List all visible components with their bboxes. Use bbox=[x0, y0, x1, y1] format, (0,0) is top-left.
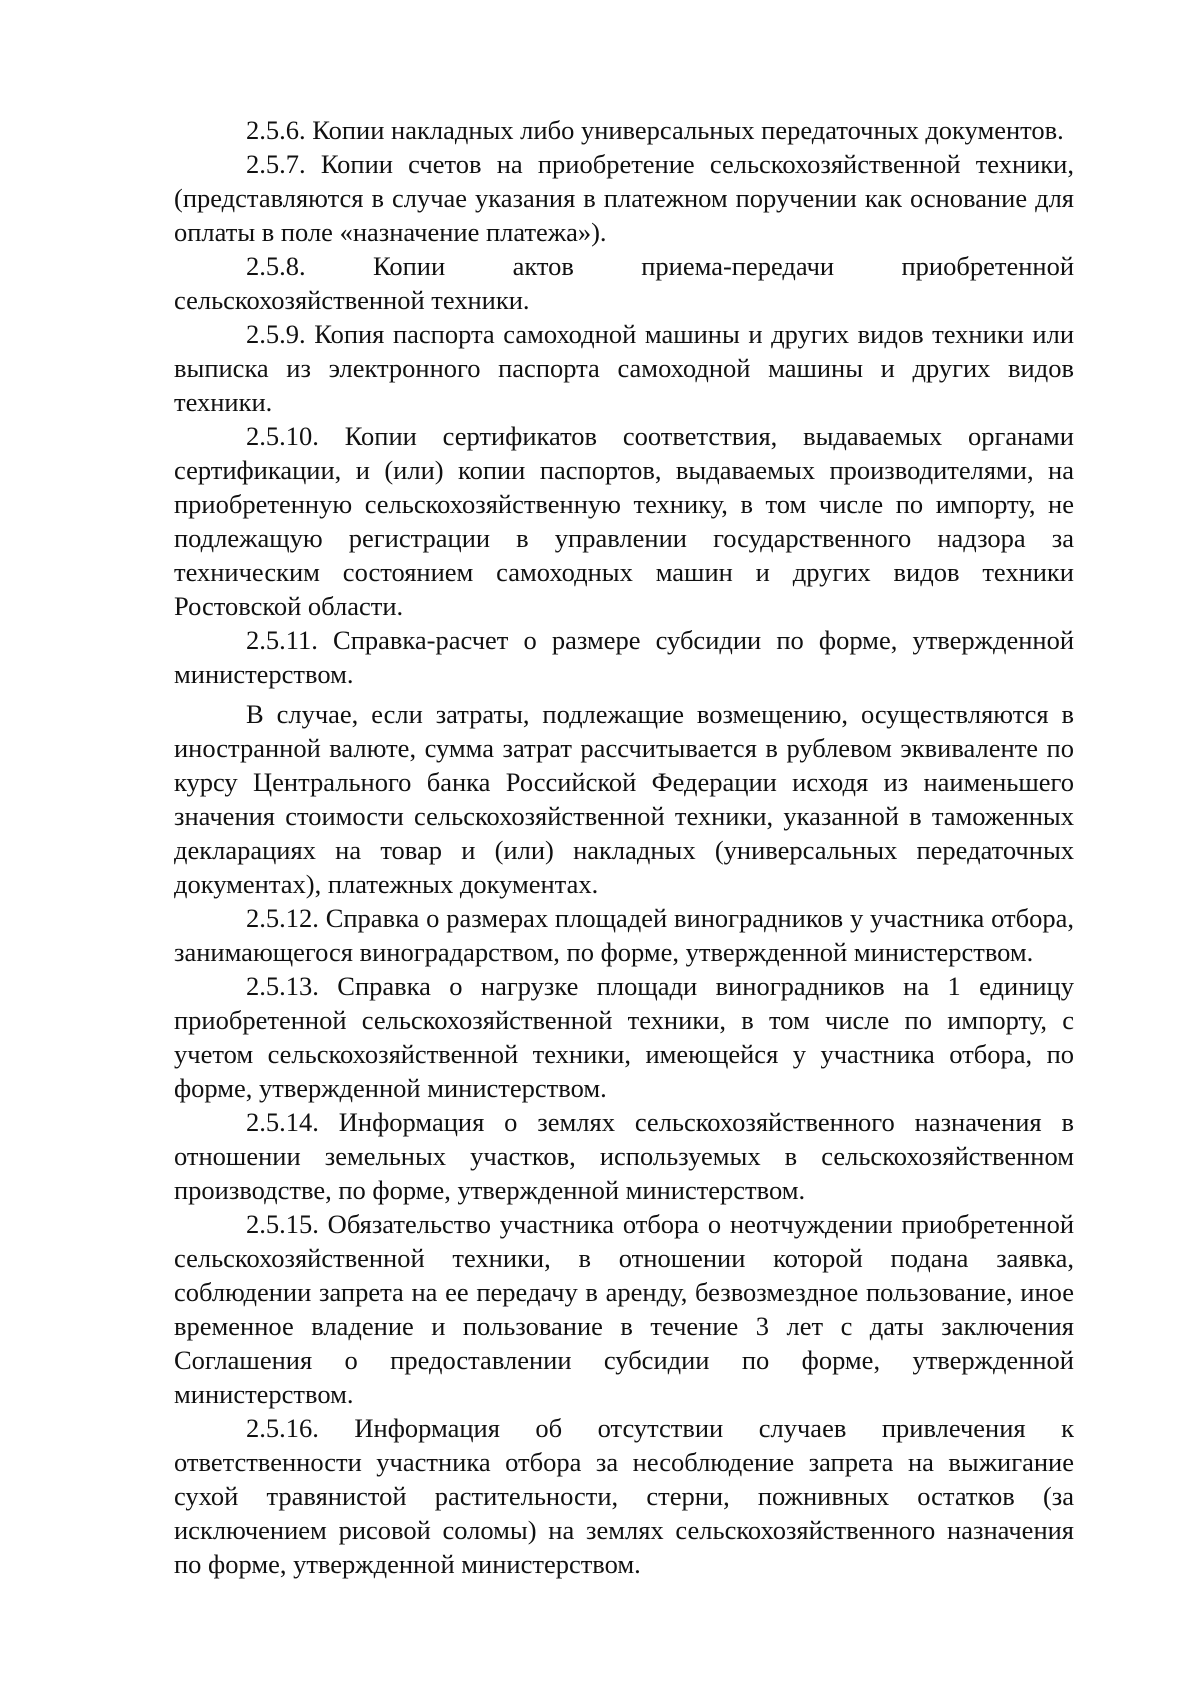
paragraph-2-5-12: 2.5.12. Справка о размерах площадей виноградников у участника отбора, занимающегося виноградарством, по форме, утвержденной министерством. bbox=[174, 903, 1074, 967]
paragraph-2-5-10: 2.5.10. Копии сертификатов соответствия, выдаваемых органами сертификации, и (или) копии паспортов, выдаваемых производителями, на приобретенную сельскохозяйственную технику, в том числе по импорту, не подлежащую регистрации в управлении государственного надзора за техническим состоянием самоходных машин и других видов техники Ростовской области. bbox=[174, 421, 1074, 621]
paragraph-2-5-7: 2.5.7. Копии счетов на приобретение сельскохозяйственной техники, (представляются в случае указания в платежном поручении как основание для оплаты в поле «назначение платежа»). bbox=[174, 149, 1074, 247]
paragraph-2-5-8: 2.5.8. Копии актов приема-передачи приобретенной сельскохозяйственной техники. bbox=[174, 251, 1074, 315]
paragraph-2-5-13: 2.5.13. Справка о нагрузке площади виноградников на 1 единицу приобретенной сельскохозяйственной техники, в том числе по импорту, с учетом сельскохозяйственной техники, имеющейся у участника отбора, по форме, утвержденной министерством. bbox=[174, 971, 1074, 1103]
paragraph-2-5-16: 2.5.16. Информация об отсутствии случаев привлечения к ответственности участника отбора за несоблюдение запрета на выжигание сухой травянистой растительности, стерни, пожнивных остатков (за исключением рисовой соломы) на землях сельскохозяйственного назначения по форме, утвержденной министерством. bbox=[174, 1413, 1074, 1579]
paragraph-2-5-15: 2.5.15. Обязательство участника отбора о неотчуждении приобретенной сельскохозяйственной техники, в отношении которой подана заявка, соблюдении запрета на ее передачу в аренду, безвозмездное пользование, иное временное владение и пользование в течение 3 лет с даты заключения Соглашения о предоставлении субсидии по форме, утвержденной министерством. bbox=[174, 1209, 1074, 1409]
paragraph-foreign-currency: В случае, если затраты, подлежащие возмещению, осуществляются в иностранной валюте, сумма затрат рассчитывается в рублевом эквиваленте по курсу Центрального банка Российской Федерации исходя из наименьшего значения стоимости сельскохозяйственной техники, указанной в таможенных декларациях на товар и (или) накладных (универсальных передаточных документах), платежных документах. bbox=[174, 699, 1074, 899]
paragraph-2-5-14: 2.5.14. Информация о землях сельскохозяйственного назначения в отношении земельных участков, используемых в сельскохозяйственном производстве, по форме, утвержденной министерством. bbox=[174, 1107, 1074, 1205]
paragraph-2-5-6: 2.5.6. Копии накладных либо универсальных передаточных документов. bbox=[246, 115, 1064, 145]
paragraph-2-5-11: 2.5.11. Справка-расчет о размере субсидии по форме, утвержденной министерством. bbox=[174, 625, 1074, 689]
paragraph-2-5-9: 2.5.9. Копия паспорта самоходной машины и других видов техники или выписка из электронного паспорта самоходной машины и других видов техники. bbox=[174, 319, 1074, 417]
